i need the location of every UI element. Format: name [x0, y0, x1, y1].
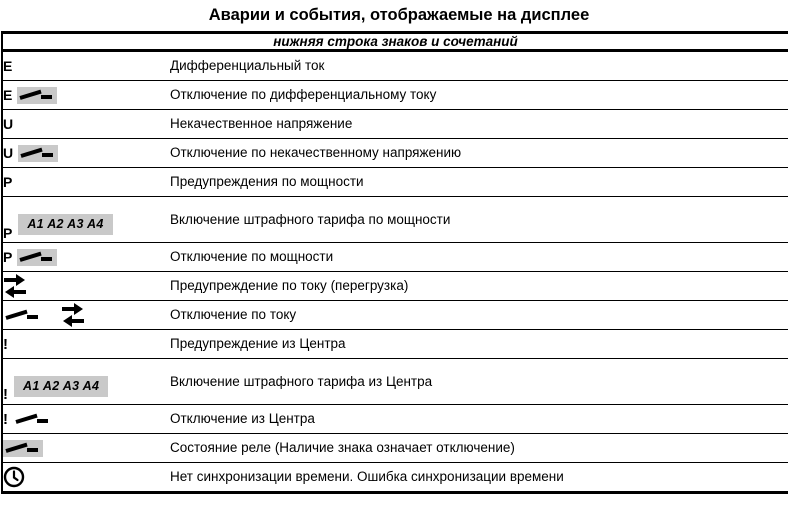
symbol-cell — [2, 197, 170, 243]
symbol-group — [3, 405, 170, 433]
description-cell: Отключение по току — [170, 301, 788, 330]
table-row — [2, 51, 788, 81]
relay-switch-icon — [3, 307, 43, 324]
symbol-letter: P — [3, 225, 13, 242]
table-row — [2, 434, 788, 463]
symbol-group — [3, 330, 170, 358]
description-cell: Предупреждения по мощности — [170, 168, 788, 197]
symbol-letter: E — [3, 87, 13, 104]
events-table — [1, 31, 788, 494]
relay-switch-icon — [13, 411, 53, 428]
symbol-group — [3, 81, 170, 109]
description-cell: Отключение по мощности — [170, 243, 788, 272]
tariff-badge: A1 A2 A3 A4 — [14, 376, 108, 397]
relay-switch-icon — [17, 249, 57, 266]
symbol-letter: P — [3, 174, 13, 191]
description-cell: Предупреждение по току (перегрузка) — [170, 272, 788, 301]
table-row — [2, 81, 788, 110]
symbol-cell — [2, 405, 170, 434]
symbol-group — [3, 195, 170, 244]
description-cell: Включение штрафного тарифа по мощности — [170, 197, 788, 243]
table-header-row — [2, 33, 788, 51]
description-cell: Отключение из Центра — [170, 405, 788, 434]
description-cell: Состояние реле (Наличие знака означает отключение) — [170, 434, 788, 463]
description-cell: Дифференциальный ток — [170, 51, 788, 81]
symbol-group — [3, 110, 170, 138]
symbol-letter: U — [3, 116, 14, 133]
symbol-cell — [2, 330, 170, 359]
symbol-cell — [2, 168, 170, 197]
description-cell: Некачественное напряжение — [170, 110, 788, 139]
symbol-letter: P — [3, 249, 13, 266]
table-row — [2, 330, 788, 359]
description-cell: Предупреждение из Центра — [170, 330, 788, 359]
symbol-cell — [2, 463, 170, 493]
symbol-cell — [2, 110, 170, 139]
symbol-letter: E — [3, 58, 13, 75]
table-row — [2, 197, 788, 243]
symbol-group — [3, 139, 170, 167]
symbol-group — [3, 434, 170, 462]
double-arrow-icon — [3, 273, 27, 299]
symbol-group — [3, 272, 170, 300]
symbol-exclamation: ! — [3, 410, 8, 428]
symbol-cell — [2, 272, 170, 301]
symbol-cell — [2, 243, 170, 272]
tariff-badge: A1 A2 A3 A4 — [18, 214, 112, 235]
table-row — [2, 139, 788, 168]
relay-switch-icon — [17, 87, 57, 104]
symbol-group — [3, 52, 170, 80]
double-arrow-icon — [61, 302, 85, 328]
relay-switch-icon — [18, 145, 58, 162]
symbol-cell — [2, 434, 170, 463]
symbol-group — [3, 243, 170, 271]
symbol-cell — [2, 139, 170, 168]
symbol-group — [3, 301, 170, 329]
description-cell: Отключение по дифференциальному току — [170, 81, 788, 110]
symbol-letter: U — [3, 145, 14, 162]
table-row — [2, 359, 788, 405]
table-row — [2, 301, 788, 330]
relay-switch-icon — [3, 440, 43, 457]
table-row — [2, 243, 788, 272]
symbol-cell — [2, 81, 170, 110]
symbol-group — [3, 168, 170, 196]
table-row — [2, 110, 788, 139]
table-row — [2, 168, 788, 197]
symbol-group — [3, 463, 170, 491]
table-row — [2, 272, 788, 301]
table-header-label: нижняя строка знаков и сочетаний — [2, 33, 788, 51]
events-table-body — [2, 33, 788, 493]
symbol-exclamation: ! — [3, 335, 8, 353]
page-title: Аварии и события, отображаемые на дисплее — [208, 6, 590, 24]
clock-icon — [3, 466, 25, 488]
symbol-cell — [2, 359, 170, 405]
symbol-group — [3, 357, 170, 406]
description-cell: Включение штрафного тарифа из Центра — [170, 359, 788, 405]
description-cell: Отключение по некачественному напряжению — [170, 139, 788, 168]
table-row — [2, 463, 788, 493]
symbol-cell — [2, 51, 170, 81]
symbol-exclamation: ! — [3, 386, 8, 404]
table-row — [2, 405, 788, 434]
description-cell: Нет синхронизации времени. Ошибка синхронизации времени — [170, 469, 564, 485]
symbol-cell — [2, 301, 170, 330]
